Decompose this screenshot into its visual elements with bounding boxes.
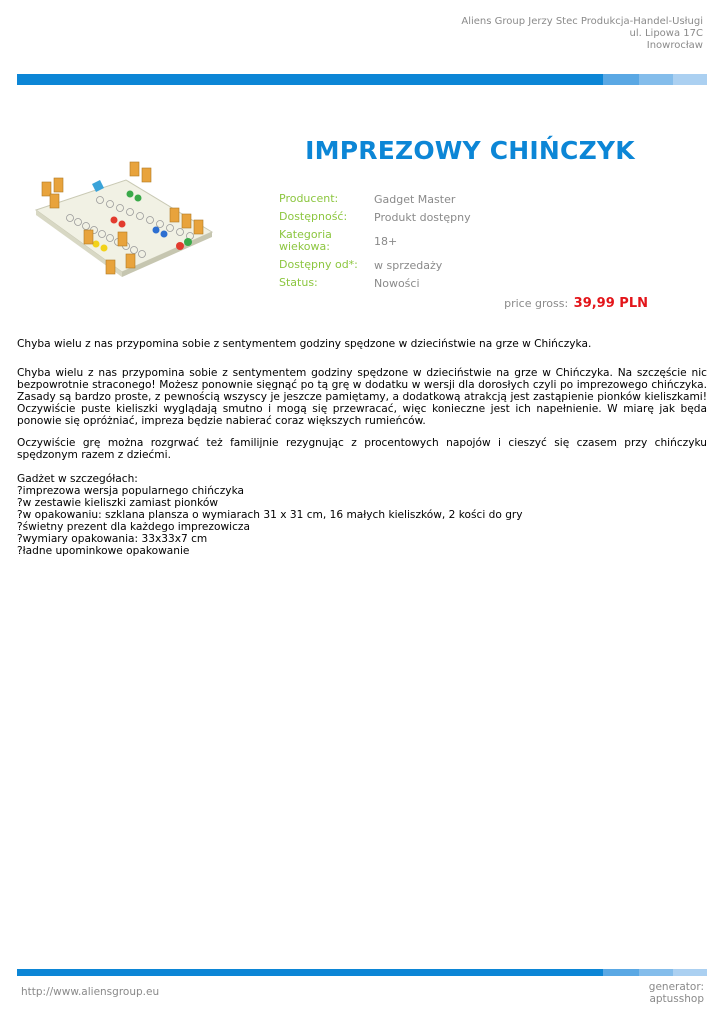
attribute-label: Status: bbox=[279, 276, 318, 289]
attribute-row-availability bbox=[279, 208, 471, 226]
price-value: 39,99 PLN bbox=[573, 296, 648, 311]
price-label: price gross: bbox=[504, 297, 569, 310]
attribute-row-status bbox=[279, 274, 471, 292]
company-name: Aliens Group Jerzy Stec Produkcja-Handel-Usługi bbox=[461, 16, 703, 27]
product-attributes bbox=[279, 190, 471, 292]
attribute-row-available-from bbox=[279, 256, 471, 274]
product-title: IMPREZOWY CHIŃCZYK bbox=[305, 136, 635, 165]
attribute-row-producer bbox=[279, 190, 471, 208]
price bbox=[504, 296, 648, 311]
description-intro: Chyba wielu z nas przypomina sobie z sentymentem godziny spędzone w dzieciństwie na grze w Chińczyka. bbox=[17, 338, 592, 350]
generator-credit bbox=[649, 981, 704, 1005]
attribute-label: Producent: bbox=[279, 192, 339, 205]
attribute-label: Dostępność: bbox=[279, 210, 348, 223]
list-item: ?ładne upominkowe opakowanie bbox=[17, 545, 190, 557]
footer-url-link[interactable]: http://www.aliensgroup.eu bbox=[21, 986, 160, 998]
generator-label: generator: bbox=[648, 981, 704, 993]
features-section bbox=[17, 473, 707, 557]
attribute-value: Produkt dostępny bbox=[374, 210, 471, 224]
description-paragraph: Chyba wielu z nas przypomina sobie z sentymentem godziny spędzone w dzieciństwie na grze w Chińczyka. Na szczęście nic bezpowrotnie straconego! Możesz ponownie sięgnąć po tą grę w dodatku w wersji dla dorosłych czyli po imprezowego chińczyka. Zasady są bardzo proste, z pewnością wszyscy je jeszcze pamiętamy, a dodatkową atrakcją jest zastąpienie pionków kieliszkami! Oczywiście puste kieliszki wyglądają smutno i mogą się przewracać, więc konieczne jest ich napełnienie. W miarę jak będa ponowie się opróżniać, impreza będzie nabierać coraz większych rumieńców. bbox=[17, 367, 707, 427]
company-address bbox=[461, 16, 703, 52]
footer-divider-bar bbox=[17, 969, 707, 976]
description-paragraph: Oczywiście grę można rozgrwać też familijnie rezygnując z procentowych napojów i cieszyć się czasem przy chińczyku spędzonym razem z dziećmi. bbox=[17, 437, 707, 461]
features-heading: Gadżet w szczegółach: bbox=[17, 473, 138, 485]
list-item: ?w zestawie kieliszki zamiast pionków bbox=[17, 497, 219, 509]
generator-name: aptusshop bbox=[649, 993, 704, 1005]
list-item: ?imprezowa wersja popularnego chińczyka bbox=[17, 485, 245, 497]
attribute-value: Nowości bbox=[374, 276, 420, 290]
product-image bbox=[30, 160, 216, 290]
attribute-row-age-category bbox=[279, 226, 471, 256]
attribute-label: Kategoria wiekowa: bbox=[279, 228, 332, 253]
attribute-value: 18+ bbox=[374, 234, 398, 248]
list-item: ?w opakowaniu: szklana plansza o wymiarach 31 x 31 cm, 16 małych kieliszków, 2 kości do gry bbox=[17, 509, 523, 521]
list-item: ?wymiary opakowania: 33x33x7 cm bbox=[17, 533, 208, 545]
list-item: ?świetny prezent dla każdego imprezowicza bbox=[17, 521, 250, 533]
features-list bbox=[17, 485, 707, 557]
attribute-value: w sprzedaży bbox=[374, 258, 443, 272]
header-divider-bar bbox=[17, 74, 707, 85]
company-city: Inowrocław bbox=[646, 40, 703, 51]
attribute-value: Gadget Master bbox=[374, 192, 456, 206]
company-street: ul. Lipowa 17C bbox=[629, 28, 703, 39]
attribute-label: Dostępny od*: bbox=[279, 258, 358, 271]
